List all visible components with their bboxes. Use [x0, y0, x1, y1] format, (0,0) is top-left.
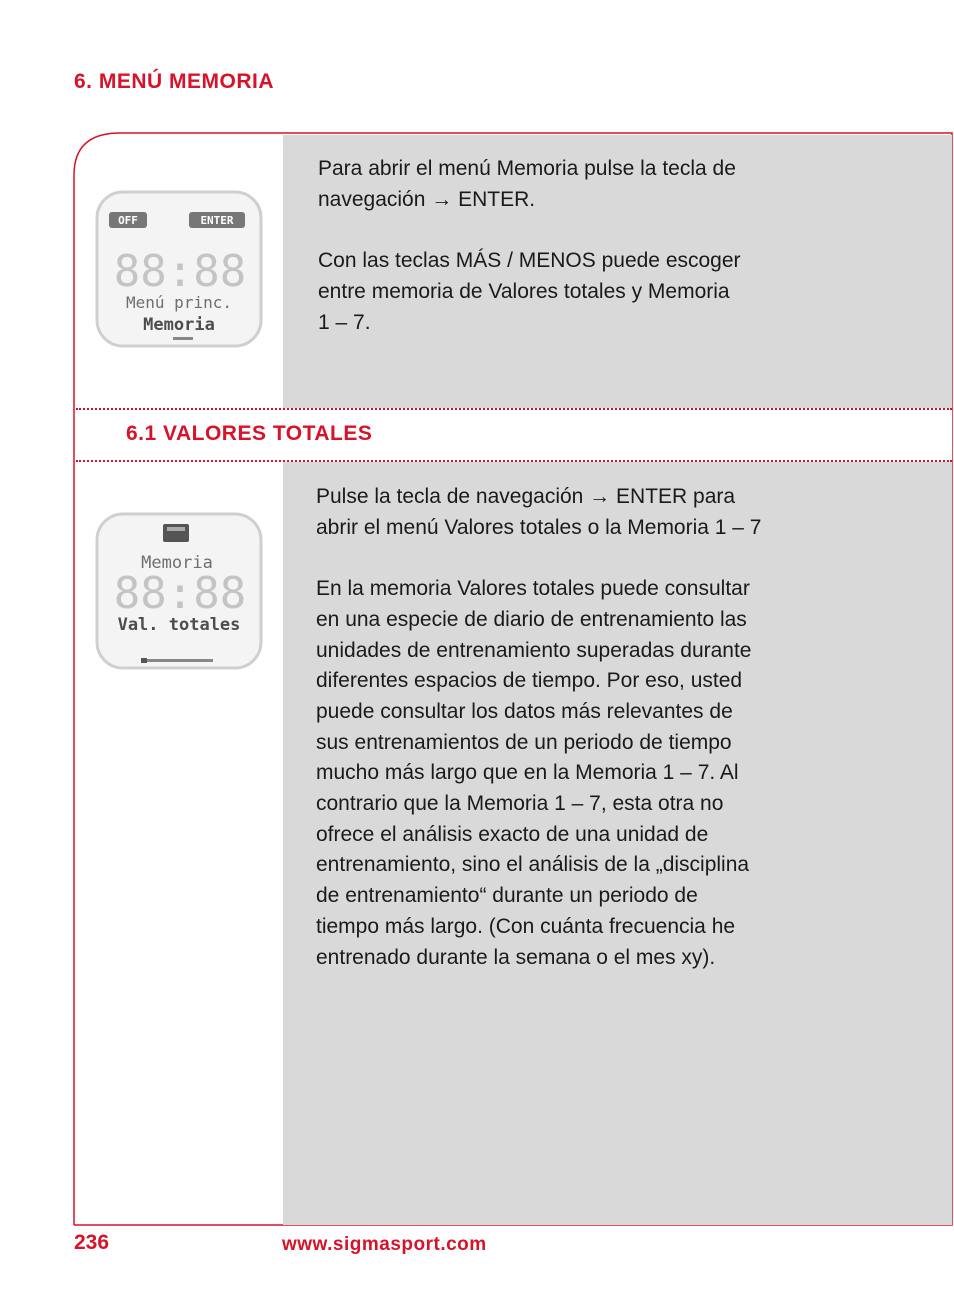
section1-text: Para abrir el menú Memoria pulse la tecla de navegación → ENTER. Con las teclas MÁS / MENOS puede escoger entre memoria de Valores totales y Memoria 1 – 7.: [318, 157, 741, 334]
enter-label: ENTER: [200, 214, 234, 227]
display-line-2: Val. totales: [117, 615, 241, 635]
subsection-bar: [76, 408, 952, 462]
device-display-memory: [95, 512, 265, 672]
display-line-2: Memoria: [143, 315, 215, 335]
page-heading: 6. MENÚ MEMORIA: [74, 70, 275, 93]
digits-display: 88:88: [113, 246, 247, 297]
footer-url[interactable]: www.sigmasport.com: [282, 1234, 487, 1255]
memory-icon: [163, 524, 189, 542]
off-label: OFF: [118, 214, 138, 227]
section2-text: Pulse la tecla de navegación → ENTER para abrir el menú Valores totales o la Memoria 1 – 7 En la memoria Valores totales puede consultar en una especie de diario de entrenamiento las unidades de entrenamiento superadas durante diferentes espacios de tiempo. Por eso, usted puede consultar los datos más relevantes de sus entrenamientos de un periodo de tiempo mucho más largo que en la Memoria 1 – 7. Al contrario que la Memoria 1 – 7, esta otra no ofrece el análisis exacto de una unidad de entrenamiento, sino el análisis de la „disciplina de entrenamiento“ durante un periodo de tiempo más largo. (Con cuánta frecuencia he entrenado durante la semana o el mes xy).: [316, 485, 762, 969]
device-display-main-menu: [95, 190, 265, 350]
digits-display: 88:88: [113, 568, 247, 619]
display-line-1: Memoria: [141, 553, 213, 573]
page-number: 236: [74, 1231, 110, 1254]
display-line-1: Menú princ.: [126, 293, 232, 312]
subsection-title: 6.1 VALORES TOTALES: [126, 422, 373, 445]
